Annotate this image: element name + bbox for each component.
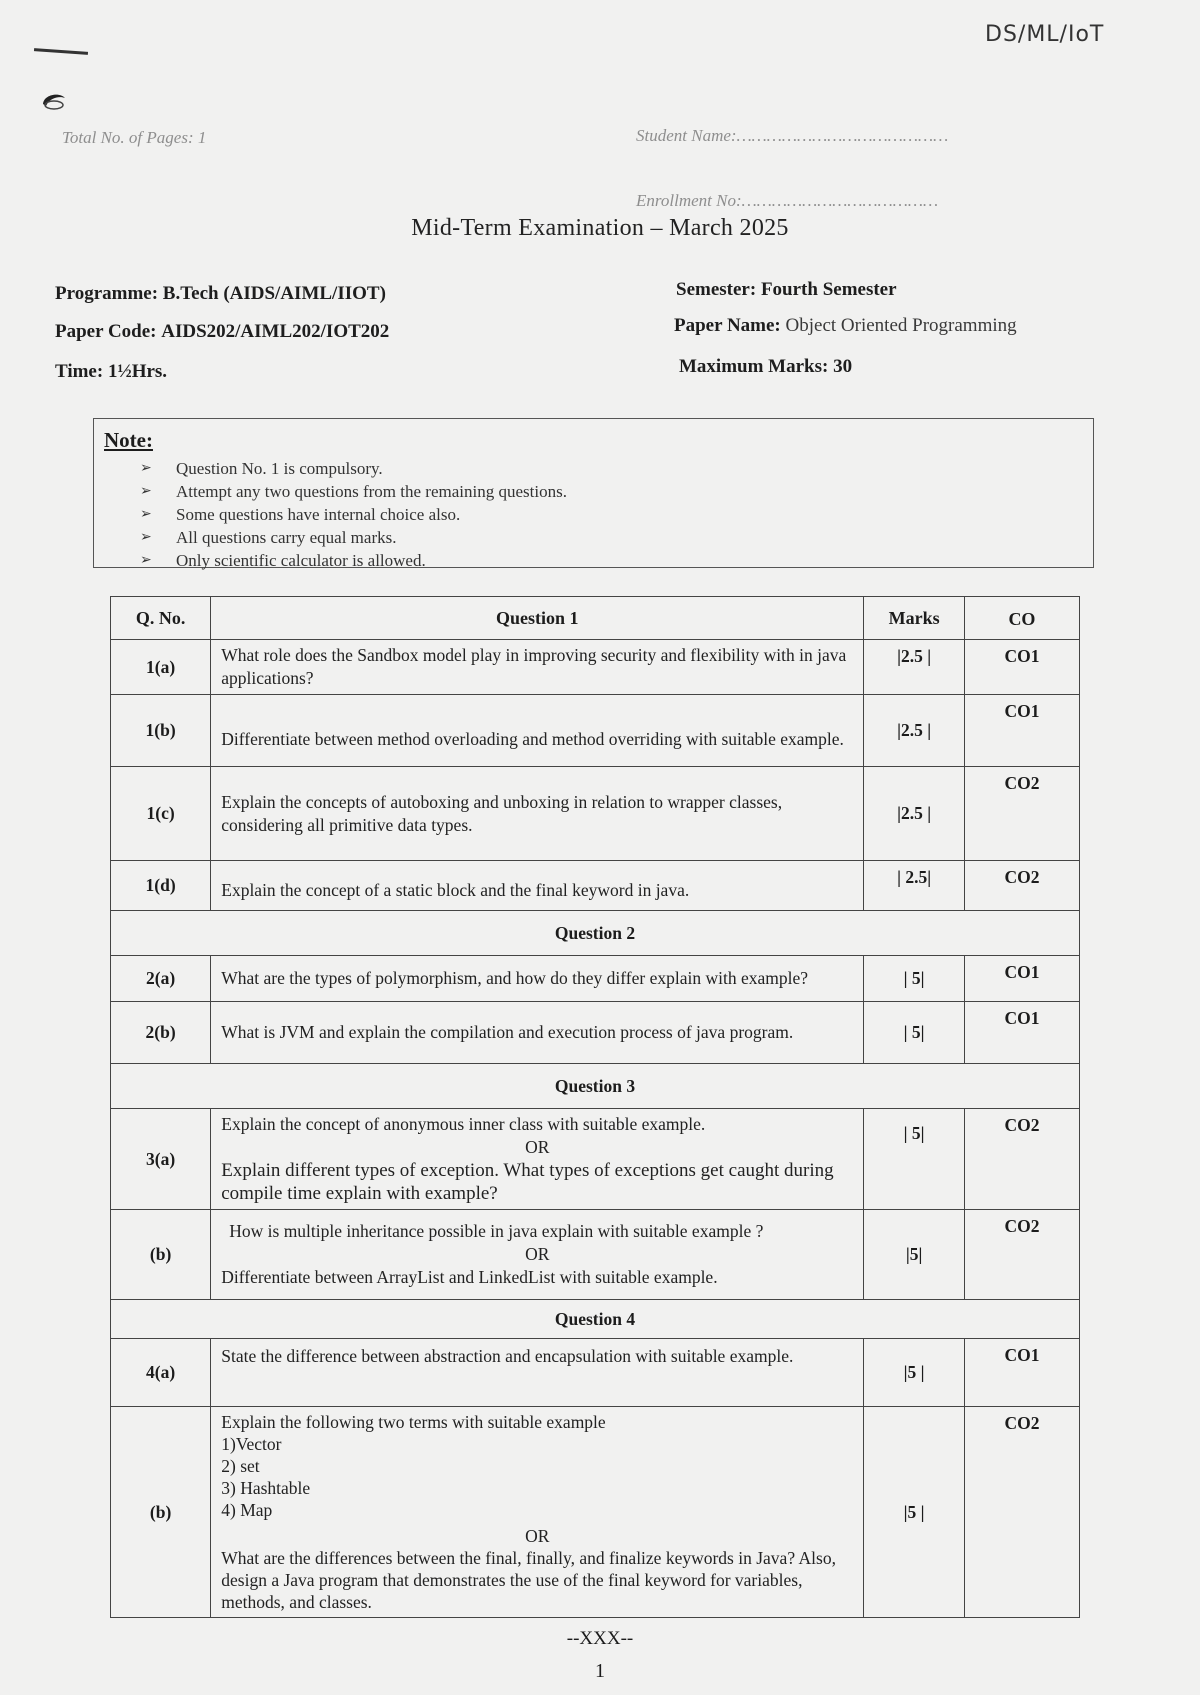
note-item: ➢ Some questions have internal choice also.: [140, 505, 461, 524]
paper-name-label: Paper Name:: [674, 315, 781, 336]
programme-value: B.Tech (AIDS/AIML/IIOT): [162, 283, 386, 304]
paper-name: [674, 315, 1017, 337]
max-marks-label: Maximum Marks:: [679, 356, 829, 377]
table-row: 1(c) Explain the concepts of autoboxing and unboxing in relation to wrapper classes, considering all primitive data types. |2.5 | CO2: [111, 767, 1080, 861]
time-label: Time:: [55, 361, 104, 382]
programme: [55, 283, 386, 305]
arrow-bullet-icon: ➢: [140, 530, 152, 545]
arrow-bullet-icon: ➢: [140, 484, 152, 499]
enrollment-field: Enrollment No:…………………………………: [636, 191, 939, 210]
header-marks: Marks: [864, 597, 965, 640]
staple-mark-icon: [40, 90, 68, 112]
header-question: Question 1: [211, 597, 864, 640]
table-row: 2(a) What are the types of polymorphism, and how do they differ explain with example? | 5| CO1: [111, 956, 1080, 1002]
question-3-title: Question 3: [111, 1064, 1080, 1109]
table-row: 2(b) What is JVM and explain the compilation and execution process of java program. | 5| CO1: [111, 1002, 1080, 1064]
section-row: [111, 1064, 1080, 1109]
note-item: ➢ Attempt any two questions from the remaining questions.: [140, 482, 567, 501]
table-row: 1(d) Explain the concept of a static block and the final keyword in java. | 2.5| CO2: [111, 861, 1080, 911]
section-row: [111, 911, 1080, 956]
section-row: [111, 1300, 1080, 1339]
semester-value: Fourth Semester: [760, 279, 897, 300]
table-row: (b) Explain the following two terms with suitable example 1)Vector 2) set 3) Hashtable 4) Map OR What are the differences between the final, finally, and finalize keywords in Java? Also, design a Java program that demonstrates the use of the final keyword for variables, methods, and classes. |5 | CO2: [111, 1407, 1080, 1618]
total-pages: Total No. of Pages: 1: [62, 128, 207, 147]
table-row: 4(a) State the difference between abstraction and encapsulation with suitable example. |5 | CO1: [111, 1339, 1080, 1407]
header-co: CO: [964, 597, 1079, 640]
time: [55, 361, 167, 383]
end-mark: --XXX--: [566, 1628, 634, 1649]
question-2-title: Question 2: [111, 911, 1080, 956]
note-item: ➢ Only scientific calculator is allowed.: [140, 551, 426, 570]
paper-code-value: AIDS202/AIML202/IOT202: [161, 321, 390, 342]
time-value: 1½Hrs.: [107, 361, 168, 382]
note-title: Note:: [104, 428, 153, 452]
exam-title: Mid-Term Examination – March 2025: [411, 215, 789, 241]
programme-label: Programme:: [55, 283, 159, 304]
semester: [676, 279, 897, 301]
max-marks-value: 30: [833, 356, 853, 377]
note-item: ➢ All questions carry equal marks.: [140, 528, 397, 547]
paper-code: [55, 321, 389, 343]
pen-mark: [34, 48, 88, 55]
table-row: 1(a) What role does the Sandbox model play in improving security and flexibility with in java applications? |2.5 | CO1: [111, 640, 1080, 695]
page-number: 1: [595, 1660, 605, 1682]
arrow-bullet-icon: ➢: [140, 507, 152, 522]
paper-name-value: Object Oriented Programming: [785, 315, 1017, 336]
student-name-field: Student Name:……………………………………: [636, 126, 949, 145]
table-row: 3(a) Explain the concept of anonymous inner class with suitable example. OR Explain different types of exception. What types of exceptions get caught during compile time explain with example? | 5| CO2: [111, 1109, 1080, 1210]
arrow-bullet-icon: ➢: [140, 461, 152, 476]
arrow-bullet-icon: ➢: [140, 553, 152, 568]
semester-label: Semester:: [676, 279, 757, 300]
handwritten-tag: DS/ML/IoT: [985, 22, 1105, 47]
maximum-marks: [679, 356, 852, 378]
note-item: ➢ Question No. 1 is compulsory.: [140, 459, 383, 478]
table-row: (b) How is multiple inheritance possible in java explain with suitable example ? OR Differentiate between ArrayList and LinkedList with suitable example. |5| CO2: [111, 1210, 1080, 1300]
paper-code-label: Paper Code:: [55, 321, 157, 342]
question-4-title: Question 4: [111, 1300, 1080, 1339]
header-qno: Q. No.: [111, 597, 211, 640]
question-table: [110, 596, 1080, 1618]
table-row: 1(b) Differentiate between method overloading and method overriding with suitable example. |2.5 | CO1: [111, 695, 1080, 767]
note-list: [140, 457, 567, 572]
table-header-row: [111, 597, 1080, 640]
